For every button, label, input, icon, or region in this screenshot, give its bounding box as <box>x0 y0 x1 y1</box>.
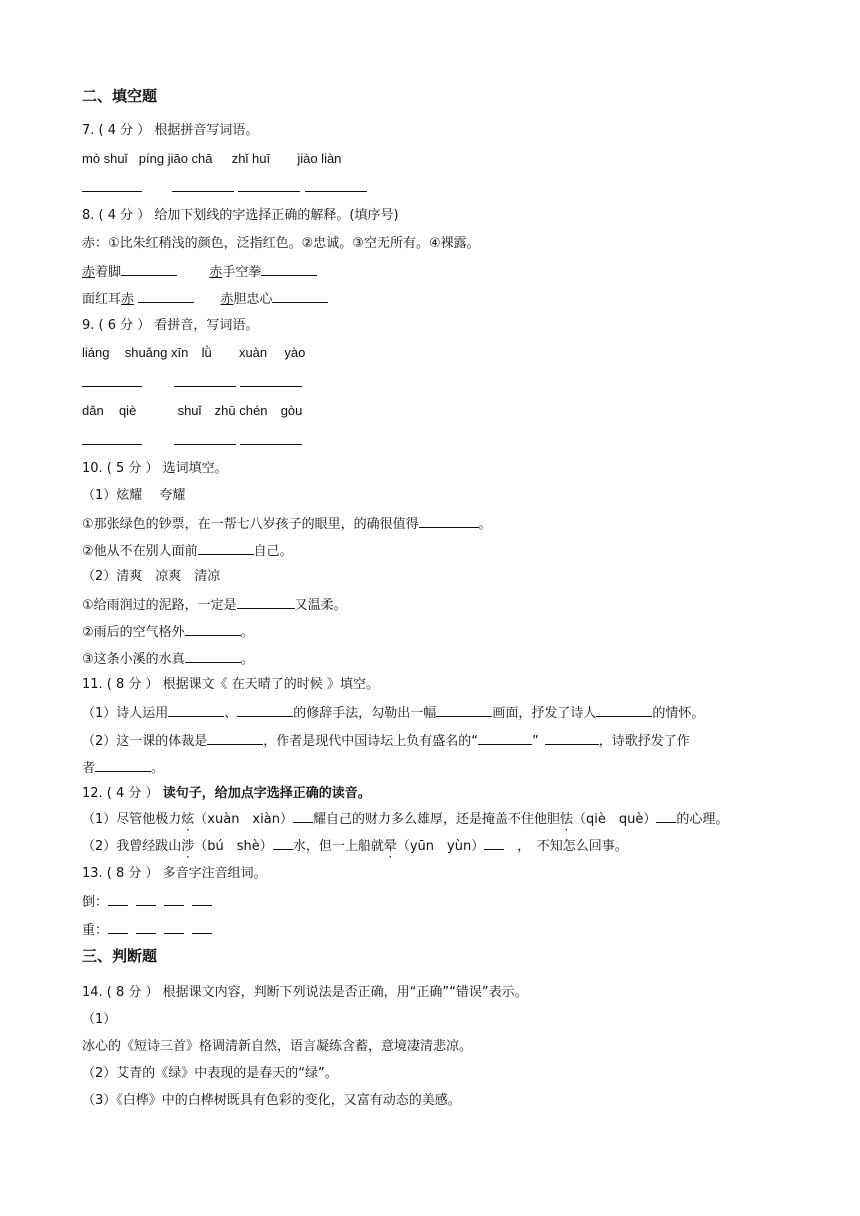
q8-row-1 <box>82 262 317 282</box>
q12-dotted-char: 怯 <box>559 812 573 827</box>
q10-text: ②他从不在别人面前 <box>82 544 198 559</box>
q11-line-3 <box>82 758 164 778</box>
q13-blank[interactable] <box>136 892 156 906</box>
q12-text: ， 不知怎么回事。 <box>504 839 628 854</box>
q12-options: （qiè què） <box>572 812 657 827</box>
q8-blank-2[interactable] <box>261 262 317 276</box>
q14-part-1-label: （1） <box>82 1012 117 1027</box>
section-heading-fill: 二、填空题 <box>82 87 158 105</box>
q11-text: 、 <box>224 706 238 721</box>
q7-blank-4[interactable] <box>305 178 367 192</box>
q8-row-2 <box>82 289 328 309</box>
q12-heading <box>82 785 371 803</box>
q10-text: ③这条小溪的水真 <box>82 652 185 667</box>
q11-blank[interactable] <box>478 731 532 745</box>
q9-pinyin-row-2 <box>82 402 302 420</box>
q10-text: ①那张绿色的钞票，在一帮七八岁孩子的眼里，的确很值得 <box>82 517 419 532</box>
q7-pinyin-2: píng jiāo chā <box>138 151 213 166</box>
q11-line-2 <box>82 731 690 751</box>
q13-blank[interactable] <box>108 920 128 934</box>
q13-char: 重： <box>82 923 109 938</box>
q11-blank[interactable] <box>95 758 151 772</box>
q11-blank[interactable] <box>207 731 263 745</box>
q12-line-1 <box>82 809 728 829</box>
q12-instruction: 读句子，给加点字选择正确的读音。 <box>162 786 371 801</box>
q10-group-2: （2）清爽 凉爽 清凉 <box>82 569 221 584</box>
q13-char: 倒： <box>82 895 109 910</box>
q10-text: ①给雨润过的泥路，一定是 <box>82 598 237 613</box>
q9-pinyin: gòu <box>280 403 303 418</box>
q14-statement-2: （2）艾青的《绿》中表现的是春天的“绿”。 <box>82 1066 338 1081</box>
q10-sentence-3 <box>82 595 347 615</box>
q7-blank-1[interactable] <box>82 178 142 192</box>
q11-blank[interactable] <box>436 703 492 717</box>
q9-pinyin-row-1 <box>82 344 305 362</box>
q10-sentence-2 <box>82 541 293 561</box>
q13-blank[interactable] <box>192 892 212 906</box>
q9-pinyin: qiè <box>118 403 137 418</box>
q9-pinyin: yào <box>284 345 306 360</box>
q9-blank[interactable] <box>174 373 236 387</box>
q11-text: 的修辞手法，勾勒出一幅 <box>293 706 437 721</box>
q8-item-text: 着脚 <box>95 265 122 280</box>
q8-underlined-char: 赤 <box>82 265 96 280</box>
q10-group-1: （1）炫耀 夸耀 <box>82 488 186 503</box>
q9-blank[interactable] <box>82 373 142 387</box>
q12-options: （yūn yùn） <box>396 839 485 854</box>
q8-underlined-char: 赤 <box>220 292 234 307</box>
q12-text: （2）我曾经跋山 <box>82 839 182 854</box>
q8-blank-3[interactable] <box>138 289 194 303</box>
q10-text: 。 <box>240 625 254 640</box>
q9-heading: 9. ( 6 分 ） 看拼音，写词语。 <box>82 318 259 333</box>
q13-blank[interactable] <box>108 892 128 906</box>
q11-line-1 <box>82 703 704 723</box>
q8-definition: 赤：①比朱红稍浅的颜色，泛指红色。②忠诚。③空无所有。④裸露。 <box>82 236 480 251</box>
q10-sentence-4 <box>82 622 254 642</box>
q11-text: （2）这一课的体裁是 <box>82 734 208 749</box>
q7-answer-row <box>82 178 367 198</box>
q11-text: ” <box>532 734 539 749</box>
q12-blank[interactable] <box>293 809 313 823</box>
q7-pinyin-1: mò shuǐ <box>82 151 128 166</box>
q12-dotted-char: 晕 <box>383 839 397 854</box>
q14-statement-3: （3）《白桦》中的白桦树既具有色彩的变化，又富有动态的美感。 <box>82 1093 461 1108</box>
q9-blank[interactable] <box>240 373 302 387</box>
q9-pinyin: xuàn <box>238 345 268 360</box>
q12-line-2 <box>82 836 628 856</box>
q11-blank[interactable] <box>237 703 293 717</box>
q11-text: ，作者是现代中国诗坛上负有盛名的“ <box>263 734 479 749</box>
q11-text: 画面，抒发了诗人 <box>492 706 597 721</box>
q8-heading: 8. ( 4 分 ） 给加下划线的字选择正确的解释。(填序号) <box>82 208 399 223</box>
q7-blank-3[interactable] <box>238 178 300 192</box>
q7-heading: 7. ( 4 分 ） 根据拼音写词语。 <box>82 123 259 138</box>
q12-blank[interactable] <box>273 836 293 850</box>
q13-blank[interactable] <box>192 920 212 934</box>
q13-row-2 <box>82 920 212 940</box>
q11-text: 的情怀。 <box>652 706 705 721</box>
q12-options: （xuàn xiàn） <box>194 812 293 827</box>
q10-blank[interactable] <box>198 541 254 555</box>
q12-text: 的心理。 <box>676 812 729 827</box>
q11-text: （1）诗人运用 <box>82 706 169 721</box>
q9-pinyin: lǜ <box>201 345 212 360</box>
q10-text: 又温柔。 <box>294 598 347 613</box>
q8-blank-1[interactable] <box>121 262 177 276</box>
q11-text: 者 <box>82 761 96 776</box>
q10-text: 自己。 <box>253 544 293 559</box>
q13-blank[interactable] <box>164 920 184 934</box>
q11-blank[interactable] <box>168 703 224 717</box>
q8-item-text: 面红耳 <box>82 292 122 307</box>
q8-item-text: 手空拳 <box>222 265 262 280</box>
q8-underlined-char: 赤 <box>209 265 223 280</box>
q13-blank[interactable] <box>164 892 184 906</box>
q12-text: 水，但一上船就 <box>292 839 384 854</box>
q10-blank[interactable] <box>185 622 241 636</box>
q10-text: ②雨后的空气格外 <box>82 625 185 640</box>
q9-pinyin: shuǎng xīn <box>124 345 189 360</box>
q7-pinyin-row <box>82 150 341 168</box>
q11-blank[interactable] <box>596 703 652 717</box>
q14-statement-1: 冰心的《短诗三首》格调清新自然，语言凝练含蓄，意境凄清悲凉。 <box>82 1039 473 1054</box>
q12-blank[interactable] <box>656 809 676 823</box>
q12-blank[interactable] <box>484 836 504 850</box>
q10-sentence-1 <box>82 514 492 534</box>
q7-pinyin-4: jiào liàn <box>297 151 342 166</box>
q7-blank-2[interactable] <box>172 178 234 192</box>
q8-blank-4[interactable] <box>272 289 328 303</box>
q13-blank[interactable] <box>136 920 156 934</box>
q12-text: （1）尽管他极力 <box>82 812 182 827</box>
q9-blank[interactable] <box>82 431 142 445</box>
q10-blank[interactable] <box>185 649 241 663</box>
q9-pinyin: dǎn <box>82 403 104 418</box>
q13-row-1 <box>82 892 212 912</box>
q9-blank[interactable] <box>174 431 236 445</box>
q11-text: ，诗歌抒发了作 <box>598 734 690 749</box>
q8-underlined-char: 赤 <box>121 292 135 307</box>
q12-number: 12. ( 4 分 ） <box>82 786 163 801</box>
q10-text: 。 <box>240 652 254 667</box>
q10-blank[interactable] <box>419 514 479 528</box>
q9-blank[interactable] <box>240 431 302 445</box>
q12-options: （bú shè） <box>194 839 273 854</box>
q11-text: 。 <box>151 761 165 776</box>
q9-pinyin: liáng <box>82 345 110 360</box>
q13-heading: 13. ( 8 分 ） 多音字注音组词。 <box>82 866 267 881</box>
q9-pinyin: shuǐ <box>177 403 202 418</box>
q14-heading: 14. ( 8 分 ） 根据课文内容，判断下列说法是否正确，用“正确”“错误”表示。 <box>82 985 528 1000</box>
q9-answer-row-2 <box>82 431 302 451</box>
q10-heading: 10. ( 5 分 ） 选词填空。 <box>82 461 228 476</box>
section-heading-judge: 三、判断题 <box>82 947 158 965</box>
q8-item-text: 胆忠心 <box>233 292 273 307</box>
q12-text: 耀自己的财力多么雄厚，还是掩盖不住他胆 <box>312 812 560 827</box>
q9-answer-row-1 <box>82 373 302 393</box>
q12-dotted-char: 涉 <box>181 839 195 854</box>
q12-dotted-char: 炫 <box>181 812 195 827</box>
q10-text: 。 <box>478 517 492 532</box>
q9-pinyin: zhū chén <box>214 403 268 418</box>
q7-pinyin-3: zhǐ huī <box>231 151 271 166</box>
q10-sentence-5 <box>82 649 254 669</box>
q10-blank[interactable] <box>237 595 295 609</box>
q11-heading: 11. ( 8 分 ） 根据课文《 在天晴了的时候 》填空。 <box>82 677 379 692</box>
q11-blank[interactable] <box>545 731 599 745</box>
